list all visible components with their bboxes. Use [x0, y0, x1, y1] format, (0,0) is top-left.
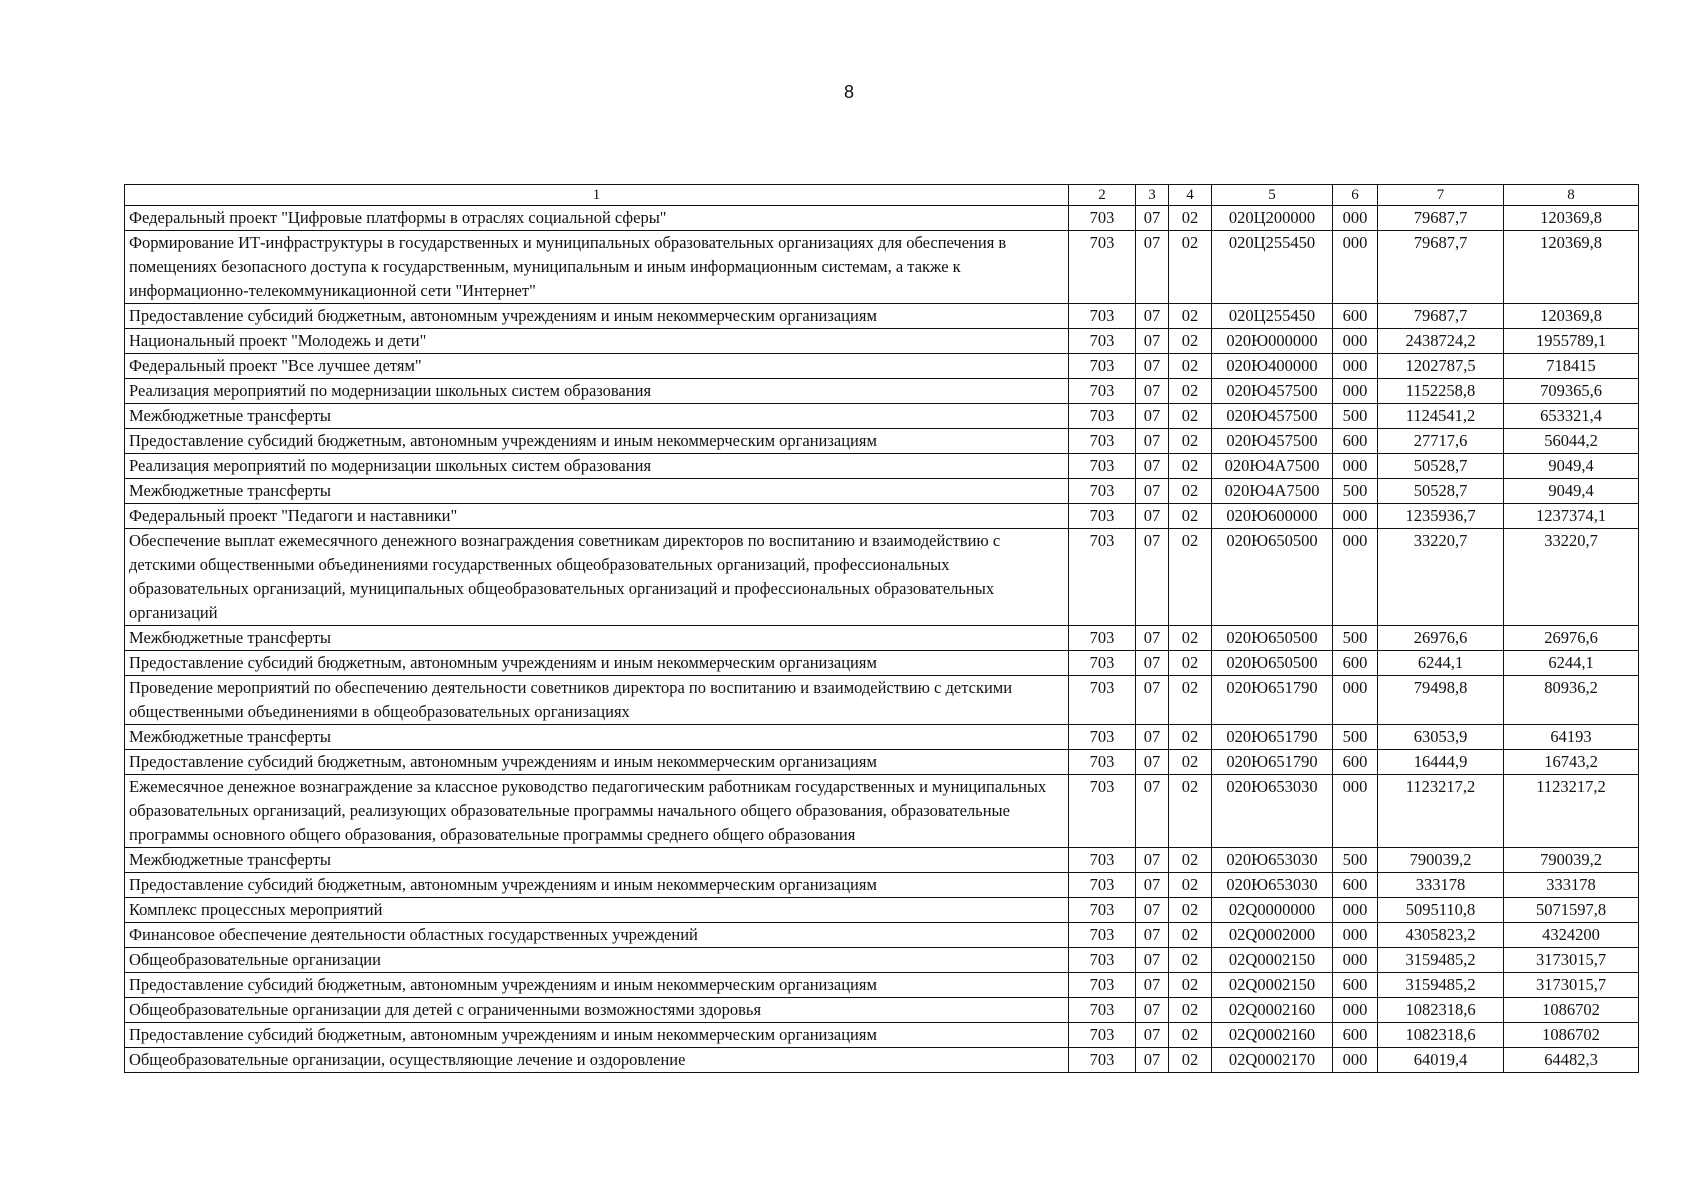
cell-col8: 790039,2: [1504, 848, 1639, 873]
cell-name: Общеобразовательные организации, осуществляющие лечение и оздоровление: [125, 1048, 1069, 1073]
cell-col4: 02: [1169, 429, 1212, 454]
cell-name: Предоставление субсидий бюджетным, автономным учреждениям и иным некоммерческим организациям: [125, 651, 1069, 676]
cell-col3: 07: [1136, 1048, 1169, 1073]
cell-col6: 600: [1333, 651, 1378, 676]
table-row: [125, 725, 1639, 750]
cell-col2: 703: [1069, 231, 1136, 304]
cell-col3: 07: [1136, 206, 1169, 231]
table-row: [125, 626, 1639, 651]
cell-col8: 333178: [1504, 873, 1639, 898]
cell-col8: 56044,2: [1504, 429, 1639, 454]
cell-col3: 07: [1136, 626, 1169, 651]
cell-col5: 020Ю457500: [1212, 429, 1333, 454]
cell-col4: 02: [1169, 1048, 1212, 1073]
cell-col7: 1082318,6: [1378, 1023, 1504, 1048]
cell-col5: 020Ц255450: [1212, 231, 1333, 304]
table-row: [125, 898, 1639, 923]
cell-col5: 02Q0002170: [1212, 1048, 1333, 1073]
cell-col8: 120369,8: [1504, 304, 1639, 329]
cell-col7: 16444,9: [1378, 750, 1504, 775]
cell-col6: 600: [1333, 1023, 1378, 1048]
cell-col6: 000: [1333, 206, 1378, 231]
cell-col8: 1086702: [1504, 998, 1639, 1023]
cell-col5: 020Ю400000: [1212, 354, 1333, 379]
cell-col7: 79687,7: [1378, 304, 1504, 329]
cell-col8: 9049,4: [1504, 479, 1639, 504]
cell-col5: 020Ю651790: [1212, 725, 1333, 750]
table-row: [125, 775, 1639, 848]
cell-col2: 703: [1069, 948, 1136, 973]
cell-name: Финансовое обеспечение деятельности областных государственных учреждений: [125, 923, 1069, 948]
cell-col3: 07: [1136, 973, 1169, 998]
cell-col2: 703: [1069, 379, 1136, 404]
cell-name: Общеобразовательные организации для детей с ограниченными возможностями здоровья: [125, 998, 1069, 1023]
budget-table: [124, 184, 1639, 1073]
cell-col2: 703: [1069, 304, 1136, 329]
header-cell-5: 5: [1212, 185, 1333, 206]
cell-col7: 4305823,2: [1378, 923, 1504, 948]
cell-col3: 07: [1136, 231, 1169, 304]
cell-col6: 000: [1333, 329, 1378, 354]
cell-col5: 020Ю600000: [1212, 504, 1333, 529]
cell-col3: 07: [1136, 354, 1169, 379]
table-row: [125, 676, 1639, 725]
cell-col6: 500: [1333, 725, 1378, 750]
cell-col2: 703: [1069, 329, 1136, 354]
cell-col8: 1237374,1: [1504, 504, 1639, 529]
cell-name: Межбюджетные трансферты: [125, 725, 1069, 750]
cell-col3: 07: [1136, 329, 1169, 354]
cell-name: Предоставление субсидий бюджетным, автономным учреждениям и иным некоммерческим организациям: [125, 304, 1069, 329]
cell-col7: 333178: [1378, 873, 1504, 898]
cell-col5: 020Ю650500: [1212, 626, 1333, 651]
cell-col6: 000: [1333, 948, 1378, 973]
cell-col5: 020Ю651790: [1212, 676, 1333, 725]
cell-name: Обеспечение выплат ежемесячного денежного вознаграждения советникам директоров по воспитанию и взаимодействию с детскими общественными объединениями государственных общеобразовательных организаций, профессиональных образовательных организаций, муниципальных общеобразовательных организаций и профессиональных образовательных организаций: [125, 529, 1069, 626]
cell-col3: 07: [1136, 404, 1169, 429]
cell-col8: 3173015,7: [1504, 948, 1639, 973]
cell-col2: 703: [1069, 898, 1136, 923]
cell-col2: 703: [1069, 750, 1136, 775]
cell-col6: 000: [1333, 923, 1378, 948]
cell-name: Национальный проект "Молодежь и дети": [125, 329, 1069, 354]
table-row: [125, 454, 1639, 479]
cell-name: Предоставление субсидий бюджетным, автономным учреждениям и иным некоммерческим организациям: [125, 973, 1069, 998]
cell-col5: 02Q0002150: [1212, 973, 1333, 998]
cell-name: Межбюджетные трансферты: [125, 479, 1069, 504]
cell-col8: 3173015,7: [1504, 973, 1639, 998]
cell-name: Ежемесячное денежное вознаграждение за классное руководство педагогическим работникам государственных и муниципальных образовательных организаций, реализующих образовательные программы начального общего образования, образовательные программы основного общего образования, образовательные программы среднего общего образования: [125, 775, 1069, 848]
cell-col7: 33220,7: [1378, 529, 1504, 626]
cell-col8: 6244,1: [1504, 651, 1639, 676]
cell-name: Реализация мероприятий по модернизации школьных систем образования: [125, 454, 1069, 479]
header-cell-4: 4: [1169, 185, 1212, 206]
cell-col5: 020Ю4А7500: [1212, 479, 1333, 504]
cell-col6: 000: [1333, 676, 1378, 725]
header-cell-6: 6: [1333, 185, 1378, 206]
cell-col2: 703: [1069, 504, 1136, 529]
cell-col7: 79687,7: [1378, 231, 1504, 304]
cell-col2: 703: [1069, 206, 1136, 231]
cell-col7: 1152258,8: [1378, 379, 1504, 404]
cell-col5: 020Ю457500: [1212, 379, 1333, 404]
cell-col2: 703: [1069, 676, 1136, 725]
cell-col2: 703: [1069, 354, 1136, 379]
table-row: [125, 998, 1639, 1023]
table-row: [125, 750, 1639, 775]
cell-col3: 07: [1136, 651, 1169, 676]
cell-name: Предоставление субсидий бюджетным, автономным учреждениям и иным некоммерческим организациям: [125, 429, 1069, 454]
cell-col3: 07: [1136, 379, 1169, 404]
table-row: [125, 1048, 1639, 1073]
table-row: [125, 504, 1639, 529]
cell-col3: 07: [1136, 479, 1169, 504]
cell-col5: 02Q0002160: [1212, 1023, 1333, 1048]
cell-col2: 703: [1069, 998, 1136, 1023]
cell-col5: 020Ц200000: [1212, 206, 1333, 231]
table-body: [125, 185, 1639, 1073]
cell-name: Общеобразовательные организации: [125, 948, 1069, 973]
cell-col4: 02: [1169, 329, 1212, 354]
cell-col4: 02: [1169, 973, 1212, 998]
cell-col5: 020Ю650500: [1212, 651, 1333, 676]
cell-col2: 703: [1069, 529, 1136, 626]
cell-col7: 1235936,7: [1378, 504, 1504, 529]
cell-name: Межбюджетные трансферты: [125, 848, 1069, 873]
table-row: [125, 529, 1639, 626]
cell-col5: 020Ю651790: [1212, 750, 1333, 775]
cell-col4: 02: [1169, 626, 1212, 651]
table-row: [125, 848, 1639, 873]
cell-col4: 02: [1169, 750, 1212, 775]
table-row: [125, 948, 1639, 973]
cell-col4: 02: [1169, 898, 1212, 923]
cell-col7: 79498,8: [1378, 676, 1504, 725]
cell-col7: 1124541,2: [1378, 404, 1504, 429]
cell-name: Федеральный проект "Цифровые платформы в отраслях социальной сферы": [125, 206, 1069, 231]
cell-col4: 02: [1169, 725, 1212, 750]
cell-col8: 5071597,8: [1504, 898, 1639, 923]
header-cell-3: 3: [1136, 185, 1169, 206]
cell-col6: 000: [1333, 998, 1378, 1023]
cell-col4: 02: [1169, 1023, 1212, 1048]
cell-col7: 50528,7: [1378, 454, 1504, 479]
cell-name: Предоставление субсидий бюджетным, автономным учреждениям и иным некоммерческим организациям: [125, 750, 1069, 775]
cell-col7: 64019,4: [1378, 1048, 1504, 1073]
cell-col3: 07: [1136, 948, 1169, 973]
cell-col7: 3159485,2: [1378, 973, 1504, 998]
cell-col3: 07: [1136, 848, 1169, 873]
cell-col7: 1202787,5: [1378, 354, 1504, 379]
cell-col2: 703: [1069, 848, 1136, 873]
cell-col8: 64482,3: [1504, 1048, 1639, 1073]
page-number: 8: [843, 82, 854, 102]
cell-col7: 1082318,6: [1378, 998, 1504, 1023]
cell-col5: 02Q0000000: [1212, 898, 1333, 923]
cell-col5: 020Ю653030: [1212, 848, 1333, 873]
table-header-row: [125, 185, 1639, 206]
cell-col4: 02: [1169, 651, 1212, 676]
cell-col8: 718415: [1504, 354, 1639, 379]
cell-name: Межбюджетные трансферты: [125, 404, 1069, 429]
cell-name: Проведение мероприятий по обеспечению деятельности советников директора по воспитанию и взаимодействию с детскими общественными объединениями в общеобразовательных организациях: [125, 676, 1069, 725]
cell-col8: 9049,4: [1504, 454, 1639, 479]
cell-name: Межбюджетные трансферты: [125, 626, 1069, 651]
cell-col6: 000: [1333, 504, 1378, 529]
cell-col2: 703: [1069, 923, 1136, 948]
cell-col3: 07: [1136, 529, 1169, 626]
cell-col2: 703: [1069, 725, 1136, 750]
cell-col6: 500: [1333, 404, 1378, 429]
cell-col3: 07: [1136, 998, 1169, 1023]
cell-col6: 000: [1333, 379, 1378, 404]
cell-col6: 000: [1333, 898, 1378, 923]
cell-col2: 703: [1069, 775, 1136, 848]
cell-col4: 02: [1169, 873, 1212, 898]
cell-col5: 02Q0002000: [1212, 923, 1333, 948]
table-row: [125, 206, 1639, 231]
cell-col3: 07: [1136, 676, 1169, 725]
cell-col8: 64193: [1504, 725, 1639, 750]
cell-col6: 600: [1333, 873, 1378, 898]
cell-col8: 4324200: [1504, 923, 1639, 948]
cell-col6: 500: [1333, 479, 1378, 504]
cell-name: Формирование ИТ-инфраструктуры в государственных и муниципальных образовательных организациях для обеспечения в помещениях безопасного доступа к государственным, муниципальным и иным информационным системам, а также к информационно-телекоммуникационной сети "Интернет": [125, 231, 1069, 304]
cell-col8: 1955789,1: [1504, 329, 1639, 354]
cell-col6: 000: [1333, 775, 1378, 848]
cell-col4: 02: [1169, 504, 1212, 529]
cell-col4: 02: [1169, 848, 1212, 873]
cell-col3: 07: [1136, 1023, 1169, 1048]
cell-col5: 020Ю653030: [1212, 873, 1333, 898]
cell-col6: 600: [1333, 304, 1378, 329]
cell-col3: 07: [1136, 504, 1169, 529]
cell-col8: 16743,2: [1504, 750, 1639, 775]
cell-col7: 5095110,8: [1378, 898, 1504, 923]
cell-name: Предоставление субсидий бюджетным, автономным учреждениям и иным некоммерческим организациям: [125, 1023, 1069, 1048]
cell-col6: 600: [1333, 429, 1378, 454]
cell-col7: 27717,6: [1378, 429, 1504, 454]
cell-col6: 500: [1333, 626, 1378, 651]
table-row: [125, 923, 1639, 948]
header-cell-2: 2: [1069, 185, 1136, 206]
table-row: [125, 304, 1639, 329]
table-row: [125, 379, 1639, 404]
table-row: [125, 354, 1639, 379]
cell-col6: 600: [1333, 750, 1378, 775]
cell-col5: 020Ю650500: [1212, 529, 1333, 626]
header-cell-7: 7: [1378, 185, 1504, 206]
cell-col5: 02Q0002150: [1212, 948, 1333, 973]
cell-col4: 02: [1169, 998, 1212, 1023]
cell-col5: 020Ю4А7500: [1212, 454, 1333, 479]
cell-col8: 80936,2: [1504, 676, 1639, 725]
cell-col6: 000: [1333, 529, 1378, 626]
cell-col7: 6244,1: [1378, 651, 1504, 676]
cell-col8: 26976,6: [1504, 626, 1639, 651]
cell-col3: 07: [1136, 775, 1169, 848]
cell-col2: 703: [1069, 626, 1136, 651]
cell-col2: 703: [1069, 1023, 1136, 1048]
table-row: [125, 231, 1639, 304]
cell-col2: 703: [1069, 1048, 1136, 1073]
cell-col7: 1123217,2: [1378, 775, 1504, 848]
cell-col8: 33220,7: [1504, 529, 1639, 626]
cell-col4: 02: [1169, 948, 1212, 973]
cell-name: Реализация мероприятий по модернизации школьных систем образования: [125, 379, 1069, 404]
cell-name: Комплекс процессных мероприятий: [125, 898, 1069, 923]
cell-col4: 02: [1169, 404, 1212, 429]
cell-col2: 703: [1069, 651, 1136, 676]
cell-col2: 703: [1069, 429, 1136, 454]
cell-col4: 02: [1169, 231, 1212, 304]
cell-name: Предоставление субсидий бюджетным, автономным учреждениям и иным некоммерческим организациям: [125, 873, 1069, 898]
cell-col5: 020Ю457500: [1212, 404, 1333, 429]
cell-col2: 703: [1069, 454, 1136, 479]
cell-col5: 020Ю653030: [1212, 775, 1333, 848]
cell-col7: 790039,2: [1378, 848, 1504, 873]
cell-col5: 020Ц255450: [1212, 304, 1333, 329]
cell-col5: 02Q0002160: [1212, 998, 1333, 1023]
cell-col6: 500: [1333, 848, 1378, 873]
header-cell-8: 8: [1504, 185, 1639, 206]
cell-col4: 02: [1169, 354, 1212, 379]
cell-col6: 000: [1333, 454, 1378, 479]
cell-col6: 000: [1333, 1048, 1378, 1073]
cell-col4: 02: [1169, 454, 1212, 479]
table-row: [125, 873, 1639, 898]
cell-col4: 02: [1169, 676, 1212, 725]
cell-col7: 3159485,2: [1378, 948, 1504, 973]
cell-col3: 07: [1136, 898, 1169, 923]
cell-name: Федеральный проект "Педагоги и наставники": [125, 504, 1069, 529]
cell-col8: 120369,8: [1504, 231, 1639, 304]
cell-col4: 02: [1169, 529, 1212, 626]
cell-col8: 120369,8: [1504, 206, 1639, 231]
cell-col4: 02: [1169, 206, 1212, 231]
cell-col5: 020Ю000000: [1212, 329, 1333, 354]
cell-col3: 07: [1136, 725, 1169, 750]
cell-col8: 1086702: [1504, 1023, 1639, 1048]
cell-col3: 07: [1136, 750, 1169, 775]
cell-col7: 79687,7: [1378, 206, 1504, 231]
cell-col4: 02: [1169, 479, 1212, 504]
table-row: [125, 1023, 1639, 1048]
cell-col6: 600: [1333, 973, 1378, 998]
cell-col3: 07: [1136, 454, 1169, 479]
cell-col3: 07: [1136, 304, 1169, 329]
cell-name: Федеральный проект "Все лучшее детям": [125, 354, 1069, 379]
cell-col4: 02: [1169, 304, 1212, 329]
cell-col4: 02: [1169, 775, 1212, 848]
cell-col7: 26976,6: [1378, 626, 1504, 651]
header-cell-1: 1: [125, 185, 1069, 206]
cell-col8: 1123217,2: [1504, 775, 1639, 848]
cell-col7: 50528,7: [1378, 479, 1504, 504]
cell-col6: 000: [1333, 354, 1378, 379]
cell-col8: 709365,6: [1504, 379, 1639, 404]
cell-col2: 703: [1069, 973, 1136, 998]
table-row: [125, 329, 1639, 354]
table-row: [125, 973, 1639, 998]
cell-col7: 63053,9: [1378, 725, 1504, 750]
cell-col6: 000: [1333, 231, 1378, 304]
table-row: [125, 479, 1639, 504]
table-row: [125, 651, 1639, 676]
cell-col2: 703: [1069, 479, 1136, 504]
cell-col2: 703: [1069, 404, 1136, 429]
cell-col3: 07: [1136, 873, 1169, 898]
cell-col8: 653321,4: [1504, 404, 1639, 429]
cell-col7: 2438724,2: [1378, 329, 1504, 354]
cell-col2: 703: [1069, 873, 1136, 898]
cell-col3: 07: [1136, 923, 1169, 948]
table-row: [125, 404, 1639, 429]
cell-col3: 07: [1136, 429, 1169, 454]
table-row: [125, 429, 1639, 454]
cell-col4: 02: [1169, 923, 1212, 948]
cell-col4: 02: [1169, 379, 1212, 404]
